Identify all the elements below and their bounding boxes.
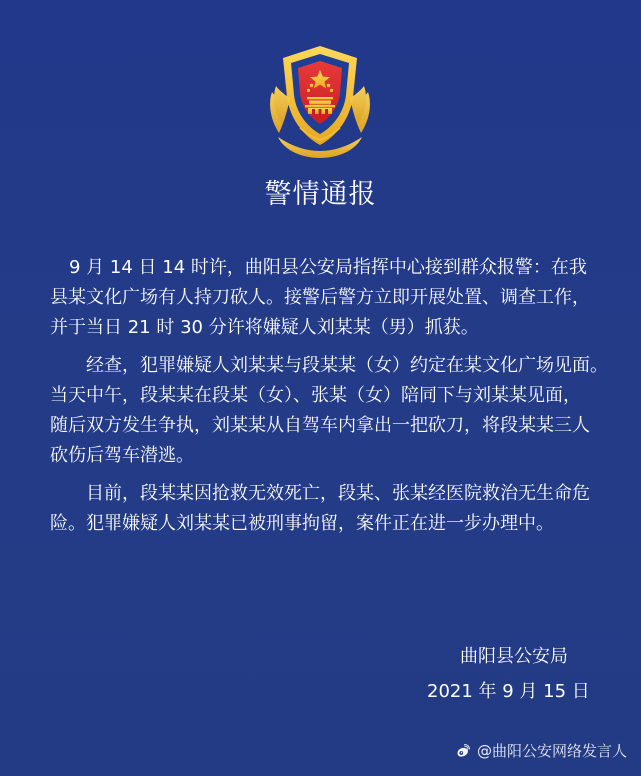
paragraph-1-line-2: 县某文化广场有人持刀砍人。接警后警方立即开展处置、调查工作， [50, 287, 590, 308]
paragraph-3-line-1: 目前，段某某因抢救无效死亡，段某、张某经医院救治无生命危 [86, 483, 590, 504]
watermark-text: @曲阳公安网络发言人 [476, 742, 627, 760]
paragraph-3 [50, 479, 630, 539]
page-title: 警情通报 [264, 179, 377, 210]
notice-content [50, 253, 630, 539]
paragraph-3-line-2: 险。犯罪嫌疑人刘某某已被刑事拘留，案件正在进一步办理中。 [50, 513, 554, 534]
issuer-name: 曲阳县公安局 [460, 646, 568, 667]
issue-date: 2021 年 9 月 15 日 [427, 681, 590, 702]
paragraph-1-line-3: 并于当日 21 时 30 分许将嫌疑人刘某某（男）抓获。 [50, 317, 479, 338]
paragraph-2-line-4: 砍伤后驾车潜逃。 [50, 445, 194, 466]
weibo-watermark [453, 740, 627, 761]
police-emblem-icon [258, 40, 382, 164]
paragraph-2-line-2: 当天中午，段某某在段某（女）、张某（女）陪同下与刘某某见面， [50, 385, 581, 406]
paragraph-1 [50, 253, 630, 343]
paragraph-2-line-1: 经查，犯罪嫌疑人刘某某与段某某（女）约定在某文化广场见面。 [86, 355, 608, 376]
paragraph-2-line-3: 随后双方发生争执，刘某某从自驾车内拿出一把砍刀，将段某某三人 [50, 415, 590, 436]
paragraph-2 [50, 351, 630, 471]
weibo-icon [453, 742, 471, 760]
paragraph-1-line-1: 9 月 14 日 14 时许，曲阳县公安局指挥中心接到群众报警：在我 [69, 257, 587, 278]
